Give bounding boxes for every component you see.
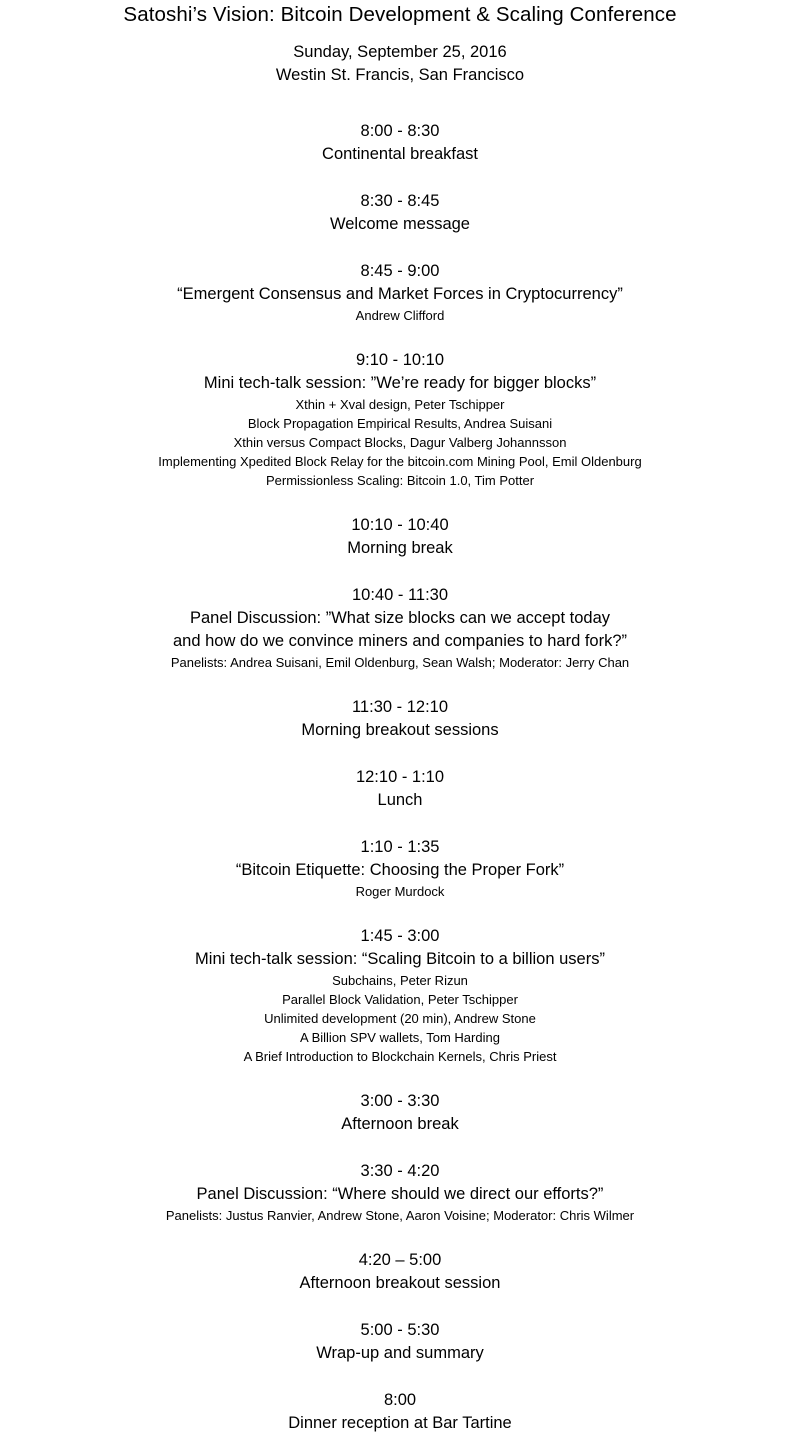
slot-time: 10:40 - 11:30 bbox=[351, 586, 449, 604]
slot-detail: Permissionless Scaling: Bitcoin 1.0, Tim Potter bbox=[265, 473, 535, 488]
slot-title: Panel Discussion: “Where should we direct our efforts?” bbox=[196, 1185, 604, 1203]
schedule-slot bbox=[0, 836, 800, 901]
slot-title: “Bitcoin Etiquette: Choosing the Proper Fork” bbox=[235, 861, 565, 879]
slot-detail: Xthin + Xval design, Peter Tschipper bbox=[295, 397, 505, 412]
slot-time: 11:30 - 12:10 bbox=[351, 698, 449, 716]
slot-title: Mini tech-talk session: ”We’re ready for bigger blocks” bbox=[203, 374, 597, 392]
schedule-slot bbox=[0, 1160, 800, 1225]
schedule-slot bbox=[0, 766, 800, 812]
conference-venue: Westin St. Francis, San Francisco bbox=[275, 66, 525, 84]
slot-time: 9:10 - 10:10 bbox=[355, 351, 445, 369]
slot-detail: Subchains, Peter Rizun bbox=[332, 973, 468, 988]
slot-detail: Panelists: Andrea Suisani, Emil Oldenburg, Sean Walsh; Moderator: Jerry Chan bbox=[170, 655, 630, 670]
schedule-slot bbox=[0, 514, 800, 560]
slot-time: 1:10 - 1:35 bbox=[360, 838, 440, 856]
schedule-slot bbox=[0, 1249, 800, 1295]
slot-time: 8:00 - 8:30 bbox=[360, 122, 440, 140]
slot-detail: Panelists: Justus Ranvier, Andrew Stone, Aaron Voisine; Moderator: Chris Wilmer bbox=[165, 1208, 635, 1223]
slot-title: Morning breakout sessions bbox=[301, 721, 499, 739]
schedule-slot bbox=[0, 190, 800, 236]
slot-time: 1:45 - 3:00 bbox=[360, 927, 440, 945]
schedule-slot bbox=[0, 1389, 800, 1435]
slot-time: 8:00 bbox=[383, 1391, 417, 1409]
slot-title: Morning break bbox=[347, 539, 453, 557]
slot-title: Mini tech-talk session: “Scaling Bitcoin to a billion users” bbox=[195, 950, 605, 968]
schedule-slot bbox=[0, 1090, 800, 1136]
slot-title: Welcome message bbox=[329, 215, 470, 233]
slot-detail: Andrew Clifford bbox=[355, 308, 445, 323]
schedule-list bbox=[0, 120, 800, 1435]
slot-time: 3:30 - 4:20 bbox=[360, 1162, 440, 1180]
slot-detail: A Brief Introduction to Blockchain Kernels, Chris Priest bbox=[243, 1049, 557, 1064]
slot-time: 8:30 - 8:45 bbox=[360, 192, 440, 210]
schedule-slot bbox=[0, 584, 800, 672]
slot-time: 5:00 - 5:30 bbox=[360, 1321, 440, 1339]
slot-title: “Emergent Consensus and Market Forces in Cryptocurrency” bbox=[177, 285, 623, 303]
slot-title: Afternoon breakout session bbox=[299, 1274, 501, 1292]
slot-time: 4:20 – 5:00 bbox=[358, 1251, 442, 1269]
slot-title: Lunch bbox=[377, 791, 423, 809]
slot-detail: Roger Murdock bbox=[355, 884, 445, 899]
schedule-slot bbox=[0, 696, 800, 742]
slot-title: Continental breakfast bbox=[322, 145, 478, 163]
schedule-slot bbox=[0, 1319, 800, 1365]
slot-detail: Parallel Block Validation, Peter Tschipper bbox=[282, 992, 518, 1007]
schedule-slot bbox=[0, 260, 800, 325]
schedule-slot bbox=[0, 120, 800, 166]
slot-time: 8:45 - 9:00 bbox=[360, 262, 440, 280]
slot-time: 3:00 - 3:30 bbox=[360, 1092, 440, 1110]
schedule-slot bbox=[0, 349, 800, 490]
slot-title: and how do we convince miners and companies to hard fork?” bbox=[173, 632, 627, 650]
slot-detail: Block Propagation Empirical Results, Andrea Suisani bbox=[247, 416, 553, 431]
slot-title: Dinner reception at Bar Tartine bbox=[288, 1414, 512, 1432]
conference-date: Sunday, September 25, 2016 bbox=[293, 43, 507, 61]
slot-detail: Unlimited development (20 min), Andrew Stone bbox=[264, 1011, 536, 1026]
slot-title: Panel Discussion: ”What size blocks can we accept today bbox=[189, 609, 611, 627]
slot-detail: Implementing Xpedited Block Relay for the bitcoin.com Mining Pool, Emil Oldenburg bbox=[158, 454, 642, 469]
schedule-slot bbox=[0, 925, 800, 1066]
slot-detail: A Billion SPV wallets, Tom Harding bbox=[300, 1030, 500, 1045]
slot-detail: Xthin versus Compact Blocks, Dagur Valberg Johannsson bbox=[233, 435, 567, 450]
slot-time: 12:10 - 1:10 bbox=[355, 768, 445, 786]
slot-title: Wrap-up and summary bbox=[316, 1344, 484, 1362]
conference-title: Satoshi’s Vision: Bitcoin Development & Scaling Conference bbox=[123, 3, 677, 26]
slot-title: Afternoon break bbox=[341, 1115, 459, 1133]
slot-time: 10:10 - 10:40 bbox=[351, 516, 449, 534]
